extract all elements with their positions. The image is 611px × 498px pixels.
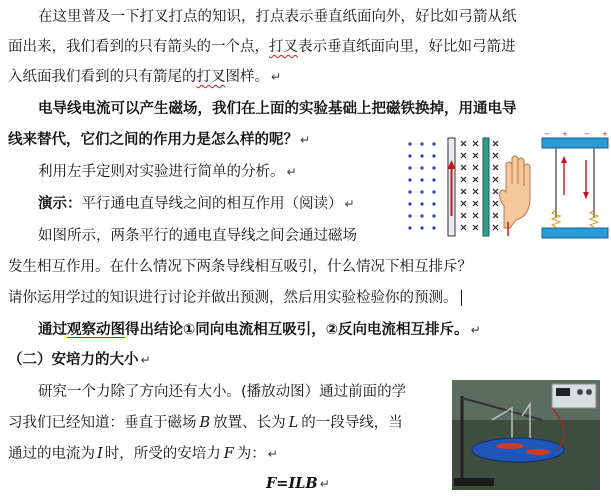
- paragraph-mark: ↵: [319, 477, 330, 491]
- text-run: 请你运用学过的知识进行讨论并做出预测，然后用实验检验你的预测。: [8, 290, 458, 306]
- field-dots: [408, 142, 435, 229]
- text-run: 放置、长为: [213, 415, 286, 431]
- variable-l: L: [288, 415, 299, 431]
- spellcheck-word: 打叉: [196, 69, 226, 85]
- text-run: 电导线电流可以产生磁场，我们在上面的实验基础上把磁铁换掉，用通电导: [38, 101, 517, 117]
- text-run: 得出结论①同向电流相互吸引，②反向电流相互排斥。: [125, 322, 469, 338]
- text-run: 利用左手定则对实验进行简单的分析。: [38, 164, 285, 180]
- text-run: 的一段导线，当: [301, 415, 403, 431]
- text-run: 发生相互作用。在什么情况下两条导线相互吸引，什么情况下相互排斥？: [8, 259, 472, 275]
- text-run: 如图所示，两条平行的通电直导线之间会通过磁场: [38, 228, 357, 244]
- text-line: [38, 382, 406, 402]
- terminal-plus: +: [602, 130, 608, 138]
- text-run: 研究一个力除了方向还有大小。(播放动图）通过前面的学: [38, 384, 407, 400]
- text-run: 习我们已经知道：垂直于磁场: [8, 415, 197, 431]
- conclusion-line: [38, 320, 481, 340]
- question-line: [8, 130, 310, 150]
- terminal-minus: −: [584, 130, 590, 138]
- demo-label: 演示：: [38, 196, 82, 212]
- text-run: 在这里普及一下打叉打点的知识，打点表示垂直纸面向外，好比如弓箭从纸: [38, 9, 517, 25]
- text-run: 入纸面我们看到的只有箭尾的: [8, 69, 197, 85]
- current-arrowhead: [583, 192, 589, 199]
- text-run: （二）安培力的大小: [8, 352, 139, 368]
- text-line: [8, 257, 472, 277]
- text-run: 面出来，我们看到的只有箭头的一个点，: [8, 39, 269, 55]
- spellcheck-word: 打叉: [269, 39, 298, 55]
- text-line: [38, 194, 355, 214]
- experiment-photo: [452, 380, 600, 490]
- variable-f: F: [223, 446, 234, 462]
- terminal-minus: −: [544, 130, 550, 138]
- text-run: 表示垂直纸面向里，好比如弓箭进: [298, 39, 516, 55]
- paragraph-mark: ↵: [344, 197, 355, 211]
- text-run: 线来替代，它们之间的作用力是怎么样的呢？: [8, 132, 298, 148]
- field-crosses: [461, 141, 498, 230]
- bottom-bar: [542, 228, 608, 238]
- current-arrowhead: [561, 156, 567, 163]
- text-run: 图样。: [225, 69, 269, 85]
- paragraph-mark: ↵: [300, 133, 311, 147]
- text-run: 通过的电流为: [8, 446, 95, 462]
- wire-right: [483, 138, 489, 236]
- underlined-text: 观察动图: [67, 322, 125, 338]
- magnetic-field-figure: [406, 136, 546, 246]
- text-run: 平行通电直导线之间的相互作用（阅读）: [81, 196, 343, 212]
- top-bar: [542, 138, 608, 148]
- parallel-wires-figure: [540, 130, 610, 240]
- text-line: [38, 7, 517, 27]
- text-run: 为：: [236, 446, 266, 462]
- text-cursor: [461, 290, 462, 306]
- text-line: [8, 288, 462, 308]
- terminal-plus: +: [562, 130, 568, 138]
- text-line: [8, 444, 278, 464]
- formula: F=ILB: [266, 475, 318, 492]
- section-title: [8, 350, 151, 370]
- magnet-pole: [496, 443, 524, 449]
- question-line: [38, 99, 517, 119]
- paragraph-mark: ↵: [267, 447, 278, 461]
- text-run: 时，所受的安培力: [104, 446, 221, 462]
- paragraph-mark: ↵: [286, 165, 297, 179]
- knob-icon: [577, 389, 583, 395]
- magnet-pole: [526, 449, 550, 455]
- variable-b: B: [199, 415, 211, 431]
- text-line: [8, 67, 281, 87]
- text-line: [8, 37, 516, 57]
- formula-line: [266, 474, 330, 494]
- left-hand-icon: [500, 156, 531, 236]
- paragraph-mark: ↵: [470, 323, 481, 337]
- text-run: 通过: [38, 322, 67, 338]
- magnet-plate: [472, 438, 564, 462]
- paragraph-mark: ↵: [140, 353, 151, 367]
- paragraph-mark: ↵: [271, 70, 282, 84]
- stand-base: [454, 478, 494, 486]
- variable-i: I: [97, 446, 103, 462]
- meter-display: [556, 388, 570, 396]
- text-line: [8, 413, 403, 433]
- text-line: [38, 226, 357, 246]
- knob-icon: [586, 389, 592, 395]
- text-line: [38, 162, 297, 182]
